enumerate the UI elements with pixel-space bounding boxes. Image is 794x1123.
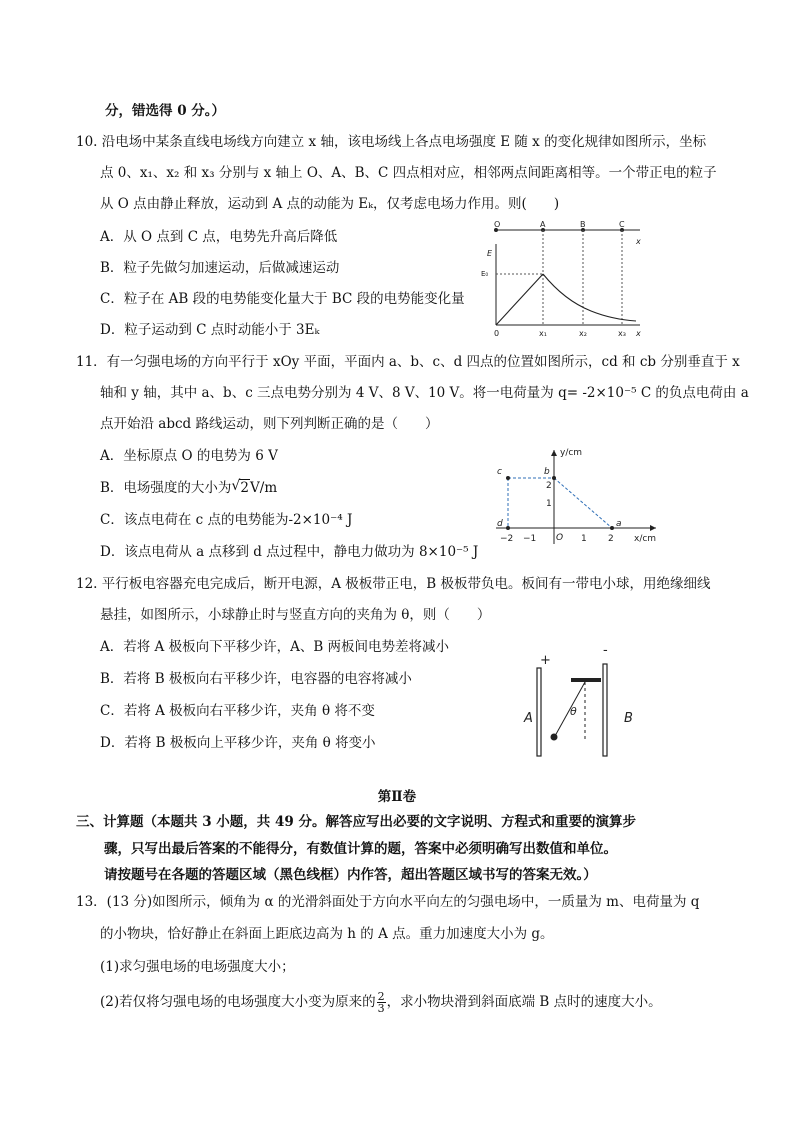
- prev-question-tail: 分，错选得 0 分。）: [105, 103, 226, 119]
- q11-option-d: D．该点电荷从 a 点移到 d 点过程中，静电力做功为 8×10⁻⁵ J: [100, 544, 479, 560]
- q13-sub2-tail: ，求小物块滑到斜面底端 B 点时的速度大小。: [386, 994, 662, 1010]
- q11-point-c: c: [497, 467, 502, 477]
- q11-x-tick-neg1: −1: [523, 534, 537, 544]
- q12-angle-theta: θ: [570, 705, 577, 718]
- q12-option-c: C．若将 A 极板向右平移少许，夹角 θ 将不变: [100, 703, 375, 719]
- q10-option-b: B．粒子先做匀加速运动，后做减速运动: [100, 260, 340, 276]
- q10-option-c: C．粒子在 AB 段的电势能变化量大于 BC 段的电势能变化量: [100, 291, 465, 307]
- q11-stem-line2: 轴和 y 轴，其中 a、b、c 三点电势分别为 4 V、8 V、10 V。将一电荷量为 q= -2×10⁻⁵ C 的负点电荷由 a: [100, 385, 749, 401]
- q13-sub2: [100, 991, 662, 1014]
- q11-x-tick-neg2: −2: [500, 534, 514, 544]
- q11-option-a: A．坐标原点 O 的电势为 6 V: [100, 448, 278, 464]
- q11-y-axis-label: y/cm: [560, 448, 583, 458]
- q10-top-label-o: O: [494, 220, 501, 229]
- q13-stem-line1: 13．(13 分)如图所示，倾角为 α 的光滑斜面处于方向水平向左的匀强电场中，一质量为 m、电荷量为 q: [76, 894, 700, 910]
- q13-stem-line2: 的小物块，恰好静止在斜面上距底边高为 h 的 A 点。重力加速度大小为 g。: [100, 926, 554, 942]
- q10-bottom-label-x2: x₂: [579, 329, 587, 338]
- q11-x-tick-2: 2: [608, 534, 614, 544]
- q11-option-b: [100, 479, 277, 497]
- q10-bottom-label-0: 0: [494, 329, 500, 338]
- fraction-two-thirds: [377, 991, 386, 1014]
- part3-instruction-line2: 骤，只写出最后答案的不能得分，有数值计算的题，答案中必须明确写出数值和单位。: [104, 841, 617, 857]
- q12-stem-line1: 12. 平行板电容器充电完成后，断开电源，A 极板带正电，B 极板带负电。板间有一带电小球，用绝缘细线: [76, 576, 711, 592]
- q12-plate-a-label: A: [524, 711, 533, 726]
- q10-option-d: D．粒子运动到 C 点时动能小于 3Eₖ: [100, 322, 320, 338]
- q10-top-label-c: C: [619, 220, 625, 229]
- q13-sub2-text: (2)若仅将匀强电场的电场强度大小变为原来的: [100, 994, 376, 1010]
- q10-option-a: A．从 O 点到 C 点，电势先升高后降低: [100, 229, 338, 245]
- q11-stem-line1: 11．有一匀强电场的方向平行于 xOy 平面，平面内 a、b、c、d 四点的位置如图所示，cd 和 cb 分别垂直于 x: [76, 354, 740, 370]
- q11-y-tick-1: 1: [546, 499, 552, 509]
- q11-x-tick-1: 1: [581, 534, 587, 544]
- q11-origin-o: O: [556, 533, 564, 543]
- sqrt-symbol: √ 2: [231, 478, 250, 496]
- q10-top-label-b: B: [580, 220, 586, 229]
- q11-point-b: b: [544, 467, 550, 477]
- part3-instruction-line1: 三、计算题（本题共 3 小题，共 49 分。解答应写出必要的文字说明、方程式和重要的演算步: [76, 814, 636, 830]
- q12-minus-sign: -: [603, 643, 608, 658]
- q11-coordinate-figure: [484, 440, 664, 552]
- sqrt-radicand: 2: [240, 480, 250, 496]
- q11-y-tick-2: 2: [546, 481, 552, 491]
- q10-stem-line3: 从 O 点由静止释放，运动到 A 点的动能为 Eₖ，仅考虑电场力作用。则( ): [100, 196, 560, 212]
- part3-instruction-line3: 请按题号在各题的答题区域（黑色线框）内作答，超出答题区域书写的答案无效。）: [104, 867, 597, 883]
- q11-point-a: a: [616, 519, 622, 529]
- q10-e-axis-label: E: [487, 249, 493, 258]
- q12-option-a: A．若将 A 极板向下平移少许，A、B 两板间电势差将减小: [100, 639, 450, 655]
- q12-plus-sign: +: [540, 653, 551, 668]
- q11-option-b-text: B．电场强度的大小为: [100, 480, 232, 496]
- q12-plate-b-label: B: [624, 711, 633, 726]
- q12-option-d: D．若将 B 极板向上平移少许，夹角 θ 将变小: [100, 735, 376, 751]
- q10-stem-line1: 10. 沿电场中某条直线电场线方向建立 x 轴，该电场线上各点电场强度 E 随 x 的变化规律如图所示，坐标: [76, 134, 707, 150]
- q13-sub1: (1)求匀强电场的电场强度大小；: [100, 959, 295, 975]
- fraction-denominator: 3: [377, 1002, 385, 1015]
- q11-x-axis-label: x/cm: [634, 534, 657, 544]
- q11-point-d: d: [497, 519, 503, 529]
- q11-option-c: C．该点电荷在 c 点的电势能为-2×10⁻⁴ J: [100, 512, 353, 528]
- q11-stem-line3: 点开始沿 abcd 路线运动，则下列判断正确的是（ ）: [100, 416, 439, 432]
- q10-e0-label: E₀: [481, 270, 489, 278]
- q12-option-b: B．若将 B 极板向右平移少许，电容器的电容将减小: [100, 671, 412, 687]
- q10-bottom-label-x3: x₃: [618, 329, 626, 338]
- q11-option-b-unit: V/m: [250, 480, 278, 496]
- q12-capacitor-figure: [520, 640, 640, 760]
- q10-bottom-label-x: x: [636, 329, 641, 338]
- q10-top-label-x: x: [636, 237, 641, 246]
- q10-bottom-label-x1: x₁: [539, 329, 547, 338]
- q10-e-x-graph: [476, 218, 650, 342]
- q10-stem-line2: 点 0、x₁、x₂ 和 x₃ 分别与 x 轴上 O、A、B、C 四点相对应，相邻两点间距离相等。一个带正电的粒子: [100, 165, 717, 181]
- section-title: 第Ⅱ卷: [377, 789, 417, 805]
- fraction-numerator: 2: [377, 990, 385, 1003]
- q12-stem-line2: 悬挂，如图所示，小球静止时与竖直方向的夹角为 θ，则（ ）: [100, 607, 491, 623]
- q10-top-label-a: A: [540, 220, 546, 229]
